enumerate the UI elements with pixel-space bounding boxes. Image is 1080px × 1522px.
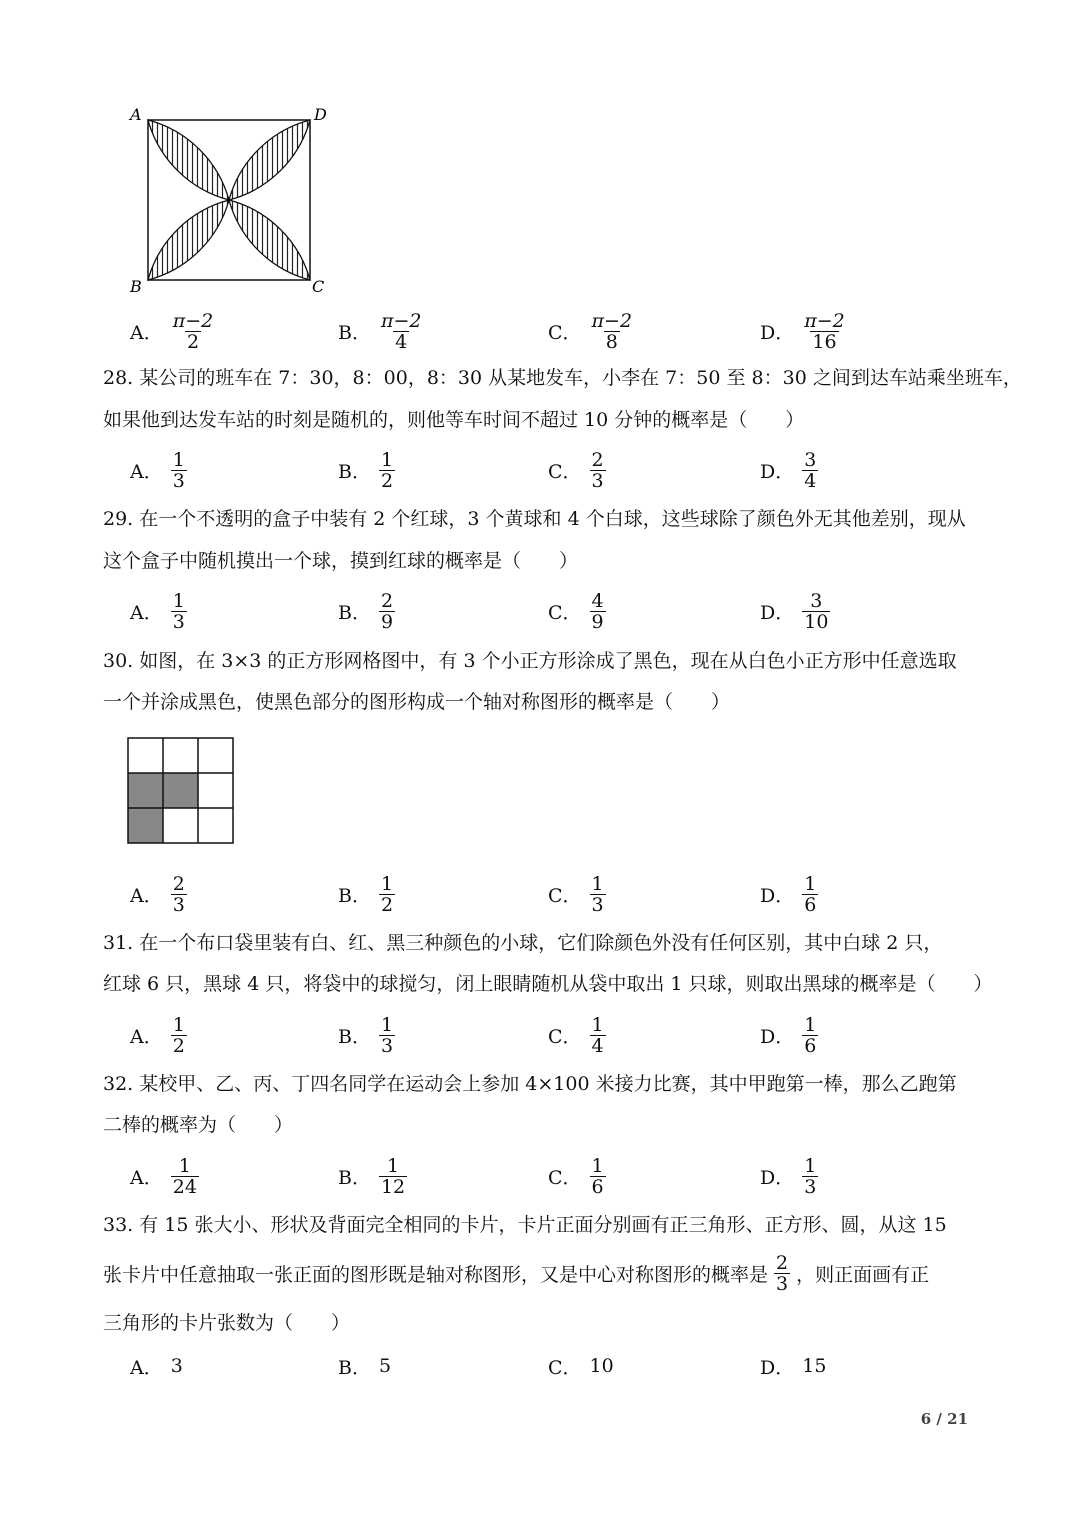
fraction: $\frac{1}{3}$ (172, 448, 185, 492)
q28-option-c[interactable]: C． $\frac{2}{3}$ (548, 448, 604, 492)
q33-option-a[interactable]: A． 3 (130, 1355, 183, 1379)
petal-figure (120, 98, 340, 298)
black-cell (128, 808, 163, 843)
black-cell (128, 773, 163, 808)
q31-option-c[interactable]: C． $\frac{1}{4}$ (548, 1013, 604, 1057)
fraction: $\frac{1}{2}$ (380, 448, 394, 492)
label-b: B (130, 277, 142, 296)
q29-option-c[interactable]: C． $\frac{4}{9}$ (548, 589, 604, 633)
q27-option-b[interactable]: B． $\frac{\pi-2}{4}$ (338, 309, 422, 353)
fraction: $\frac{3}{10}$ (804, 589, 829, 633)
label-c: C (312, 277, 325, 296)
q28-option-d[interactable]: D． $\frac{3}{4}$ (760, 448, 817, 492)
fraction: $\frac{1}{2}$ (380, 872, 394, 916)
q30-text-line2: 一个并涂成黑色，使黑色部分的图形构成一个轴对称图形的概率是（ ） (103, 691, 731, 713)
q29-options (0, 588, 1080, 634)
fraction: $\frac{1}{12}$ (380, 1154, 406, 1198)
q32-option-a[interactable]: A． $\frac{1}{24}$ (130, 1154, 197, 1198)
q33-text-line3: 三角形的卡片张数为（ ） (103, 1312, 351, 1334)
q32-text-line2: 二棒的概率为（ ） (103, 1114, 294, 1136)
q33-text-line1: 33. 有 15 张大小、形状及背面完全相同的卡片，卡片正面分别画有正三角形、正方形、圆，从这 15 (103, 1214, 947, 1236)
q32-option-c[interactable]: C． $\frac{1}{6}$ (548, 1154, 604, 1198)
q30-option-c[interactable]: C． $\frac{1}{3}$ (548, 872, 604, 916)
q31-option-b[interactable]: B． $\frac{1}{3}$ (338, 1013, 394, 1057)
fraction: $\frac{1}{3}$ (591, 872, 604, 916)
page-number: 6 / 21 (920, 1410, 968, 1428)
q27-options (0, 308, 1080, 354)
q30-options (0, 871, 1080, 917)
q32-option-b[interactable]: B． $\frac{1}{12}$ (338, 1154, 406, 1198)
fraction: $\frac{\pi-2}{16}$ (804, 309, 845, 353)
q27-option-d[interactable]: D． $\frac{\pi-2}{16}$ (760, 309, 845, 353)
q28-text-line2: 如果他到达发车站的时刻是随机的，则他等车时间不超过 10 分钟的概率是（ ） (103, 409, 805, 431)
fraction: $\frac{2}{3}$ (591, 448, 604, 492)
q33-option-c[interactable]: C． 10 (548, 1355, 614, 1379)
fraction: $\frac{1}{2}$ (172, 1013, 185, 1057)
q29-text-line1: 29. 在一个不透明的盒子中装有 2 个红球，3 个黄球和 4 个白球，这些球除了颜色外无其他差别，现从 (103, 508, 966, 530)
fraction: $\frac{2}{3}$ (776, 1251, 789, 1295)
fraction: $\frac{1}{6}$ (804, 1013, 817, 1057)
q33-option-b[interactable]: B． 5 (338, 1355, 392, 1379)
q29-option-d[interactable]: D． $\frac{3}{10}$ (760, 589, 829, 633)
fraction: $\frac{1}{3}$ (172, 589, 185, 633)
fraction: $\frac{2}{9}$ (380, 589, 394, 633)
q31-option-a[interactable]: A． $\frac{1}{2}$ (130, 1013, 185, 1057)
q31-options (0, 1012, 1080, 1058)
q31-text-line1: 31. 在一个布口袋里装有白、红、黑三种颜色的小球，它们除颜色外没有任何区别，其中白球 2 只， (103, 932, 943, 954)
fraction: $\frac{1}{3}$ (804, 1154, 817, 1198)
q28-text-line1: 28. 某公司的班车在 7：30，8：00，8：30 从某地发车，小李在 7：50 至 8：30 之间到达车站乘坐班车， (103, 367, 1022, 389)
fraction: $\frac{\pi-2}{8}$ (591, 309, 633, 353)
q31-option-d[interactable]: D． $\frac{1}{6}$ (760, 1013, 817, 1057)
q30-text-line1: 30. 如图，在 3×3 的正方形网格图中，有 3 个小正方形涂成了黑色，现在从白色小正方形中任意选取 (103, 650, 957, 672)
q32-text-line1: 32. 某校甲、乙、丙、丁四名同学在运动会上参加 4×100 米接力比赛，其中甲跑第一棒，那么乙跑第 (103, 1073, 957, 1095)
q33-option-d[interactable]: D． 15 (760, 1355, 827, 1379)
petal-bottom-right (229, 200, 310, 280)
petal-top-right (229, 120, 310, 200)
petal-bottom-left (148, 200, 229, 280)
black-cell (163, 773, 198, 808)
q33-options (0, 1343, 1080, 1389)
q28-options (0, 447, 1080, 493)
q28-option-b[interactable]: B． $\frac{1}{2}$ (338, 448, 394, 492)
fraction: $\frac{1}{6}$ (804, 872, 817, 916)
fraction: $\frac{1}{6}$ (591, 1154, 604, 1198)
fraction: $\frac{1}{24}$ (172, 1154, 197, 1198)
q31-text-line2: 红球 6 只，黑球 4 只，将袋中的球搅匀，闭上眼睛随机从袋中取出 1 只球，则取出黑球的概率是（ ） (103, 973, 993, 995)
q30-option-d[interactable]: D． $\frac{1}{6}$ (760, 872, 817, 916)
fraction: $\frac{\pi-2}{2}$ (172, 309, 214, 353)
grid-figure (126, 736, 238, 848)
fraction: $\frac{2}{3}$ (172, 872, 185, 916)
q28-option-a[interactable]: A． $\frac{1}{3}$ (130, 448, 185, 492)
fraction: $\frac{1}{3}$ (380, 1013, 394, 1057)
fraction: $\frac{4}{9}$ (591, 589, 604, 633)
q27-option-a[interactable]: A． $\frac{\pi-2}{2}$ (130, 309, 214, 353)
fraction: $\frac{3}{4}$ (804, 448, 817, 492)
label-a: A (130, 105, 142, 124)
q33-text-line2: 张卡片中任意抽取一张正面的图形既是轴对称图形，又是中心对称图形的概率是 $\frac{2}{3}$ ，则正面画有正 (103, 1251, 930, 1295)
q27-option-c[interactable]: C． $\frac{\pi-2}{8}$ (548, 309, 633, 353)
petals (148, 120, 310, 280)
q30-option-a[interactable]: A． $\frac{2}{3}$ (130, 872, 185, 916)
fraction: $\frac{1}{4}$ (591, 1013, 604, 1057)
q29-option-b[interactable]: B． $\frac{2}{9}$ (338, 589, 394, 633)
q29-option-a[interactable]: A． $\frac{1}{3}$ (130, 589, 185, 633)
petal-top-left (148, 120, 229, 200)
q32-option-d[interactable]: D． $\frac{1}{3}$ (760, 1154, 817, 1198)
fraction: $\frac{\pi-2}{4}$ (380, 309, 422, 353)
q32-options (0, 1153, 1080, 1199)
q30-option-b[interactable]: B． $\frac{1}{2}$ (338, 872, 394, 916)
label-d: D (314, 105, 327, 124)
q29-text-line2: 这个盒子中随机摸出一个球，摸到红球的概率是（ ） (103, 550, 579, 572)
